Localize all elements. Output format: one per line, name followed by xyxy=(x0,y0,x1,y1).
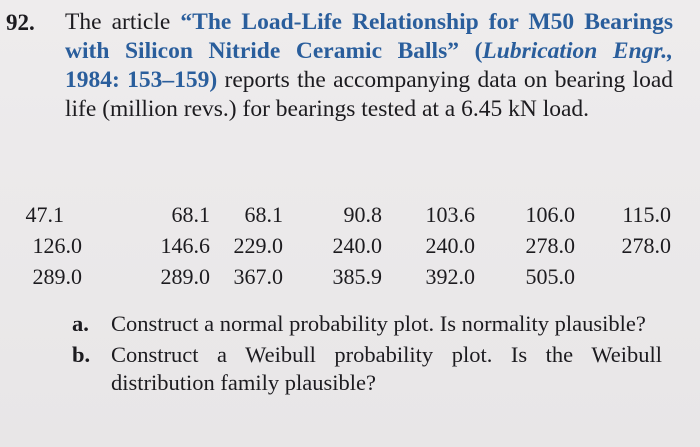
problem-statement xyxy=(65,8,673,124)
part-b-text: Construct a Weibull probability plot. Is the Weibull distribution family plausible? xyxy=(111,342,662,395)
data-cell: 385.9 xyxy=(332,264,382,289)
data-cell: 146.6 xyxy=(160,233,210,258)
part-b xyxy=(72,341,662,397)
statement-intro: The article xyxy=(65,9,181,35)
data-cell: 229.0 xyxy=(233,233,283,258)
data-cell: 103.6 xyxy=(425,202,475,227)
data-cell: 240.0 xyxy=(425,233,475,258)
citation-open-paren: ( xyxy=(458,38,483,64)
data-cell: 90.8 xyxy=(343,202,382,227)
data-cell: 367.0 xyxy=(233,264,283,289)
data-cell: 505.0 xyxy=(525,264,575,289)
data-cell: 278.0 xyxy=(525,233,575,258)
statement-rest: reports the accompanying data on bearing load life (million revs.) for bearings tested at a 6.45 kN load. xyxy=(65,67,673,122)
article-title: “The Load-Life Relationship for M50 Bearings with Silicon Nitride Ceramic Balls” xyxy=(65,9,673,64)
data-cell: 126.0 xyxy=(32,233,82,258)
data-cell: 68.1 xyxy=(244,202,283,227)
exercise-parts xyxy=(72,310,662,400)
journal-name: Lubrication Engr., xyxy=(482,38,674,64)
data-cell: 278.0 xyxy=(621,233,671,258)
part-b-label: b. xyxy=(72,342,91,367)
data-cell: 47.1 xyxy=(25,202,64,227)
data-cell: 68.1 xyxy=(171,202,210,227)
data-cell: 289.0 xyxy=(160,264,210,289)
data-cell: 115.0 xyxy=(622,202,671,227)
part-a-label: a. xyxy=(72,311,89,336)
data-cell: 240.0 xyxy=(332,233,382,258)
part-a xyxy=(72,310,662,338)
data-cell: 289.0 xyxy=(32,264,82,289)
part-a-text: Construct a normal probability plot. Is normality plausible? xyxy=(111,311,646,336)
data-cell: 392.0 xyxy=(425,264,475,289)
problem-number: 92. xyxy=(6,10,35,35)
citation-year-pages: 1984: 153–159) xyxy=(65,67,218,93)
data-cell: 106.0 xyxy=(525,202,575,227)
